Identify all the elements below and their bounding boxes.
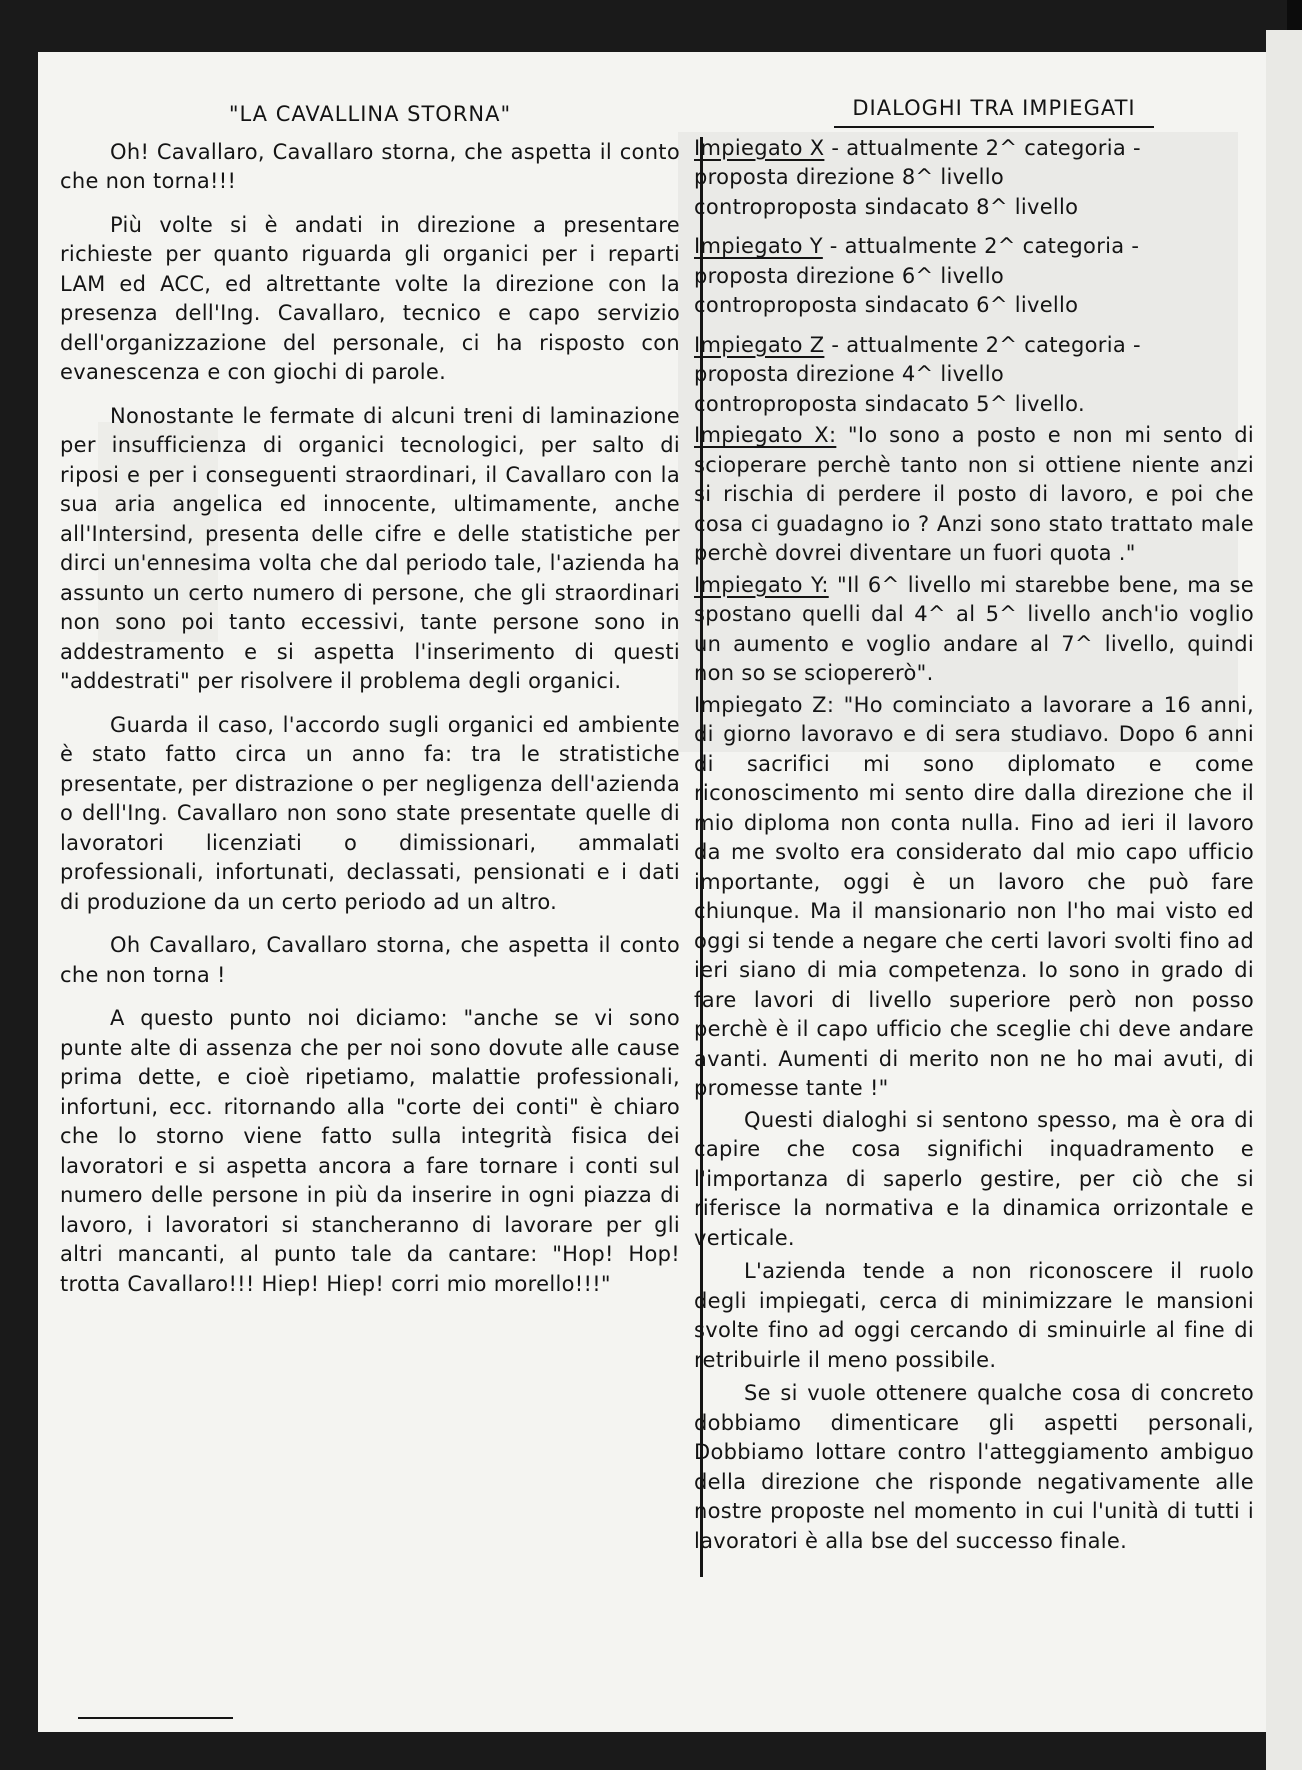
employee-current: - attualmente 2^ categoria -: [824, 135, 1141, 160]
employee-entry: [694, 232, 1254, 321]
left-title: "LA CAVALLINA STORNA": [228, 102, 512, 126]
document-page: [38, 52, 1266, 1732]
paragraph: Più volte si è andati in direzione a presentare richieste per quanto riguarda gli organici per i reparti LAM ed ACC, ed altrettante volte la direzione con la presenza dell'Ing. Cavallaro, tecnico e capo servizio dell'organizzazione del personale, ci ha risposto con evanescenza e con giochi di parole.: [60, 212, 680, 384]
dialogue-text: "Il 6^ livello mi starebbe bene, ma se spostano quelli dal 4^ al 5^ livello anch'io voglio un aumento e voglio andare al 7^ livello, quindi non so se sciopererò".: [694, 572, 1254, 685]
employee-proposal: proposta direzione 6^ livello: [694, 263, 1004, 288]
right-column: [694, 94, 1254, 1570]
paragraph: Oh Cavallaro, Cavallaro storna, che aspetta il conto che non torna !: [60, 933, 680, 987]
right-title: DIALOGHI TRA IMPIEGATI: [834, 94, 1154, 128]
employee-entry: [694, 134, 1254, 223]
footer-rule: [78, 1717, 233, 1719]
paragraph: Se si vuole ottenere qualche cosa di concreto dobbiamo dimenticare gli aspetti personali, Dobbiamo lottare contro l'atteggiamento ambiguo della direzione che risponde negativamente alle nostre proposte nel momento in cui l'unità di tutti i lavoratori è alla bse del successo finale.: [694, 1381, 1254, 1553]
employee-current: - attualmente 2^ categoria -: [822, 234, 1140, 258]
dialogue: [694, 691, 1254, 1104]
dialogue-text: "Io sono a posto e non mi sento di scioperare perchè tanto non si ottiene niente anzi si rischia di perdere il posto di lavoro, e poi che cosa ci guadagno io ? Anzi sono stato trattato male perchè dovrei diventare un fuori quota .": [694, 423, 1254, 565]
employee-proposal: proposta direzione 4^ livello: [694, 362, 1004, 386]
employee-counterproposal: controproposta sindacato 6^ livello: [694, 293, 1079, 317]
employee-entry: [694, 331, 1254, 420]
dialogue-speaker: Impiegato X:: [694, 423, 837, 447]
paragraph: Oh! Cavallaro, Cavallaro storna, che aspetta il conto che non torna!!!: [60, 139, 680, 193]
employee-counterproposal: controproposta sindacato 5^ livello.: [694, 391, 1085, 416]
paragraph: L'azienda tende a non riconoscere il ruolo degli impiegati, cerca di minimizzare le mansioni svolte fino ad oggi cercando di sminuirle al fine di retribuirle il meno possibile.: [694, 1259, 1254, 1372]
employee-current: - attualmente 2^ categoria -: [824, 332, 1141, 357]
employee-name: Impiegato Y: [694, 234, 823, 258]
dialogue: [694, 571, 1254, 689]
dialogue-speaker: Impiegato Y:: [694, 572, 829, 597]
employee-proposal: proposta direzione 8^ livello: [694, 165, 1004, 189]
paragraph: Nonostante le fermate di alcuni treni di laminazione per insufficienza di organici tecnologici, per salto di riposi e per i conseguenti straordinari, il Cavallaro con la sua aria angelica ed innocente, ultimamente, anche all'Intersind, presenta delle cifre e delle statistiche per dirci un'ennesima volta che dal periodo tale, l'azienda ha assunto un certo numero di persone, che gli straordinari non sono poi tanto eccessivi, tante persone sono in addestramento e si aspetta l'inserimento di questi "addestrati" per risolvere il problema degli organici.: [60, 403, 680, 693]
employee-name: Impiegato X: [694, 135, 825, 160]
dialogue-speaker: Impiegato Z:: [694, 692, 835, 717]
dialogue-text: "Ho cominciato a lavorare a 16 anni, di giorno lavoravo e di sera studiavo. Dopo 6 anni di sacrifici mi sono diplomato e come riconoscimento mi sento dire dalla direzione che il mio diploma non conta nulla. Fino ad ieri il lavoro da me svolto era considerato dal mio capo ufficio importante, oggi è un lavoro che può fare chiunque. Ma il mansionario non l'ho mai visto ed oggi si tende a negare che certi lavori svolti fino ad ieri siano di mia competenza. Io sono in grado di fare lavori di livello superiore però non posso perchè è il capo ufficio che sceglie chi deve andare avanti. Aumenti di merito non ne ho mai avuti, di promesse tante !": [694, 692, 1254, 1100]
paragraph: Questi dialoghi si sentono spesso, ma è ora di capire che cosa significhi inquadramento e l'importanza di saperlo gestire, per ciò che si riferisce la normativa e la dinamica orrizontale e verticale.: [694, 1107, 1254, 1250]
paragraph: A questo punto noi diciamo: "anche se vi sono punte alte di assenza che per noi sono dovute alle cause prima dette, e cioè ripetiamo, malattie professionali, infortuni, ecc. ritornando alla "corte dei conti" è chiaro che lo storno viene fatto sulla integrità fisica dei lavoratori e si aspetta ancora a fare tornare i conti sul numero delle persone in più da inserire in ogni piazza di lavoro, i lavoratori si stancheranno di lavorare per gli altri mancanti, al punto tale da cantare: "Hop! Hop! trotta Cavallaro!!! Hiep! Hiep! corri mio morello!!!": [60, 1006, 680, 1296]
employee-name: Impiegato Z: [694, 332, 825, 357]
page-edge: [1266, 30, 1302, 1770]
employee-counterproposal: controproposta sindacato 8^ livello: [694, 194, 1079, 219]
left-column: [60, 100, 680, 1313]
dialogue: [694, 421, 1254, 569]
paragraph: Guarda il caso, l'accordo sugli organici ed ambiente è stato fatto circa un anno fa: tra le stratistiche presentate, per distrazione o per negligenza dell'azienda o dell'Ing. Cavallaro non sono state presentate quelle di lavoratori licenziati o dimissionari, ammalati professionali, infortunati, declassati, pensionati e i dati di produzione da un certo periodo ad un altro.: [60, 712, 680, 914]
